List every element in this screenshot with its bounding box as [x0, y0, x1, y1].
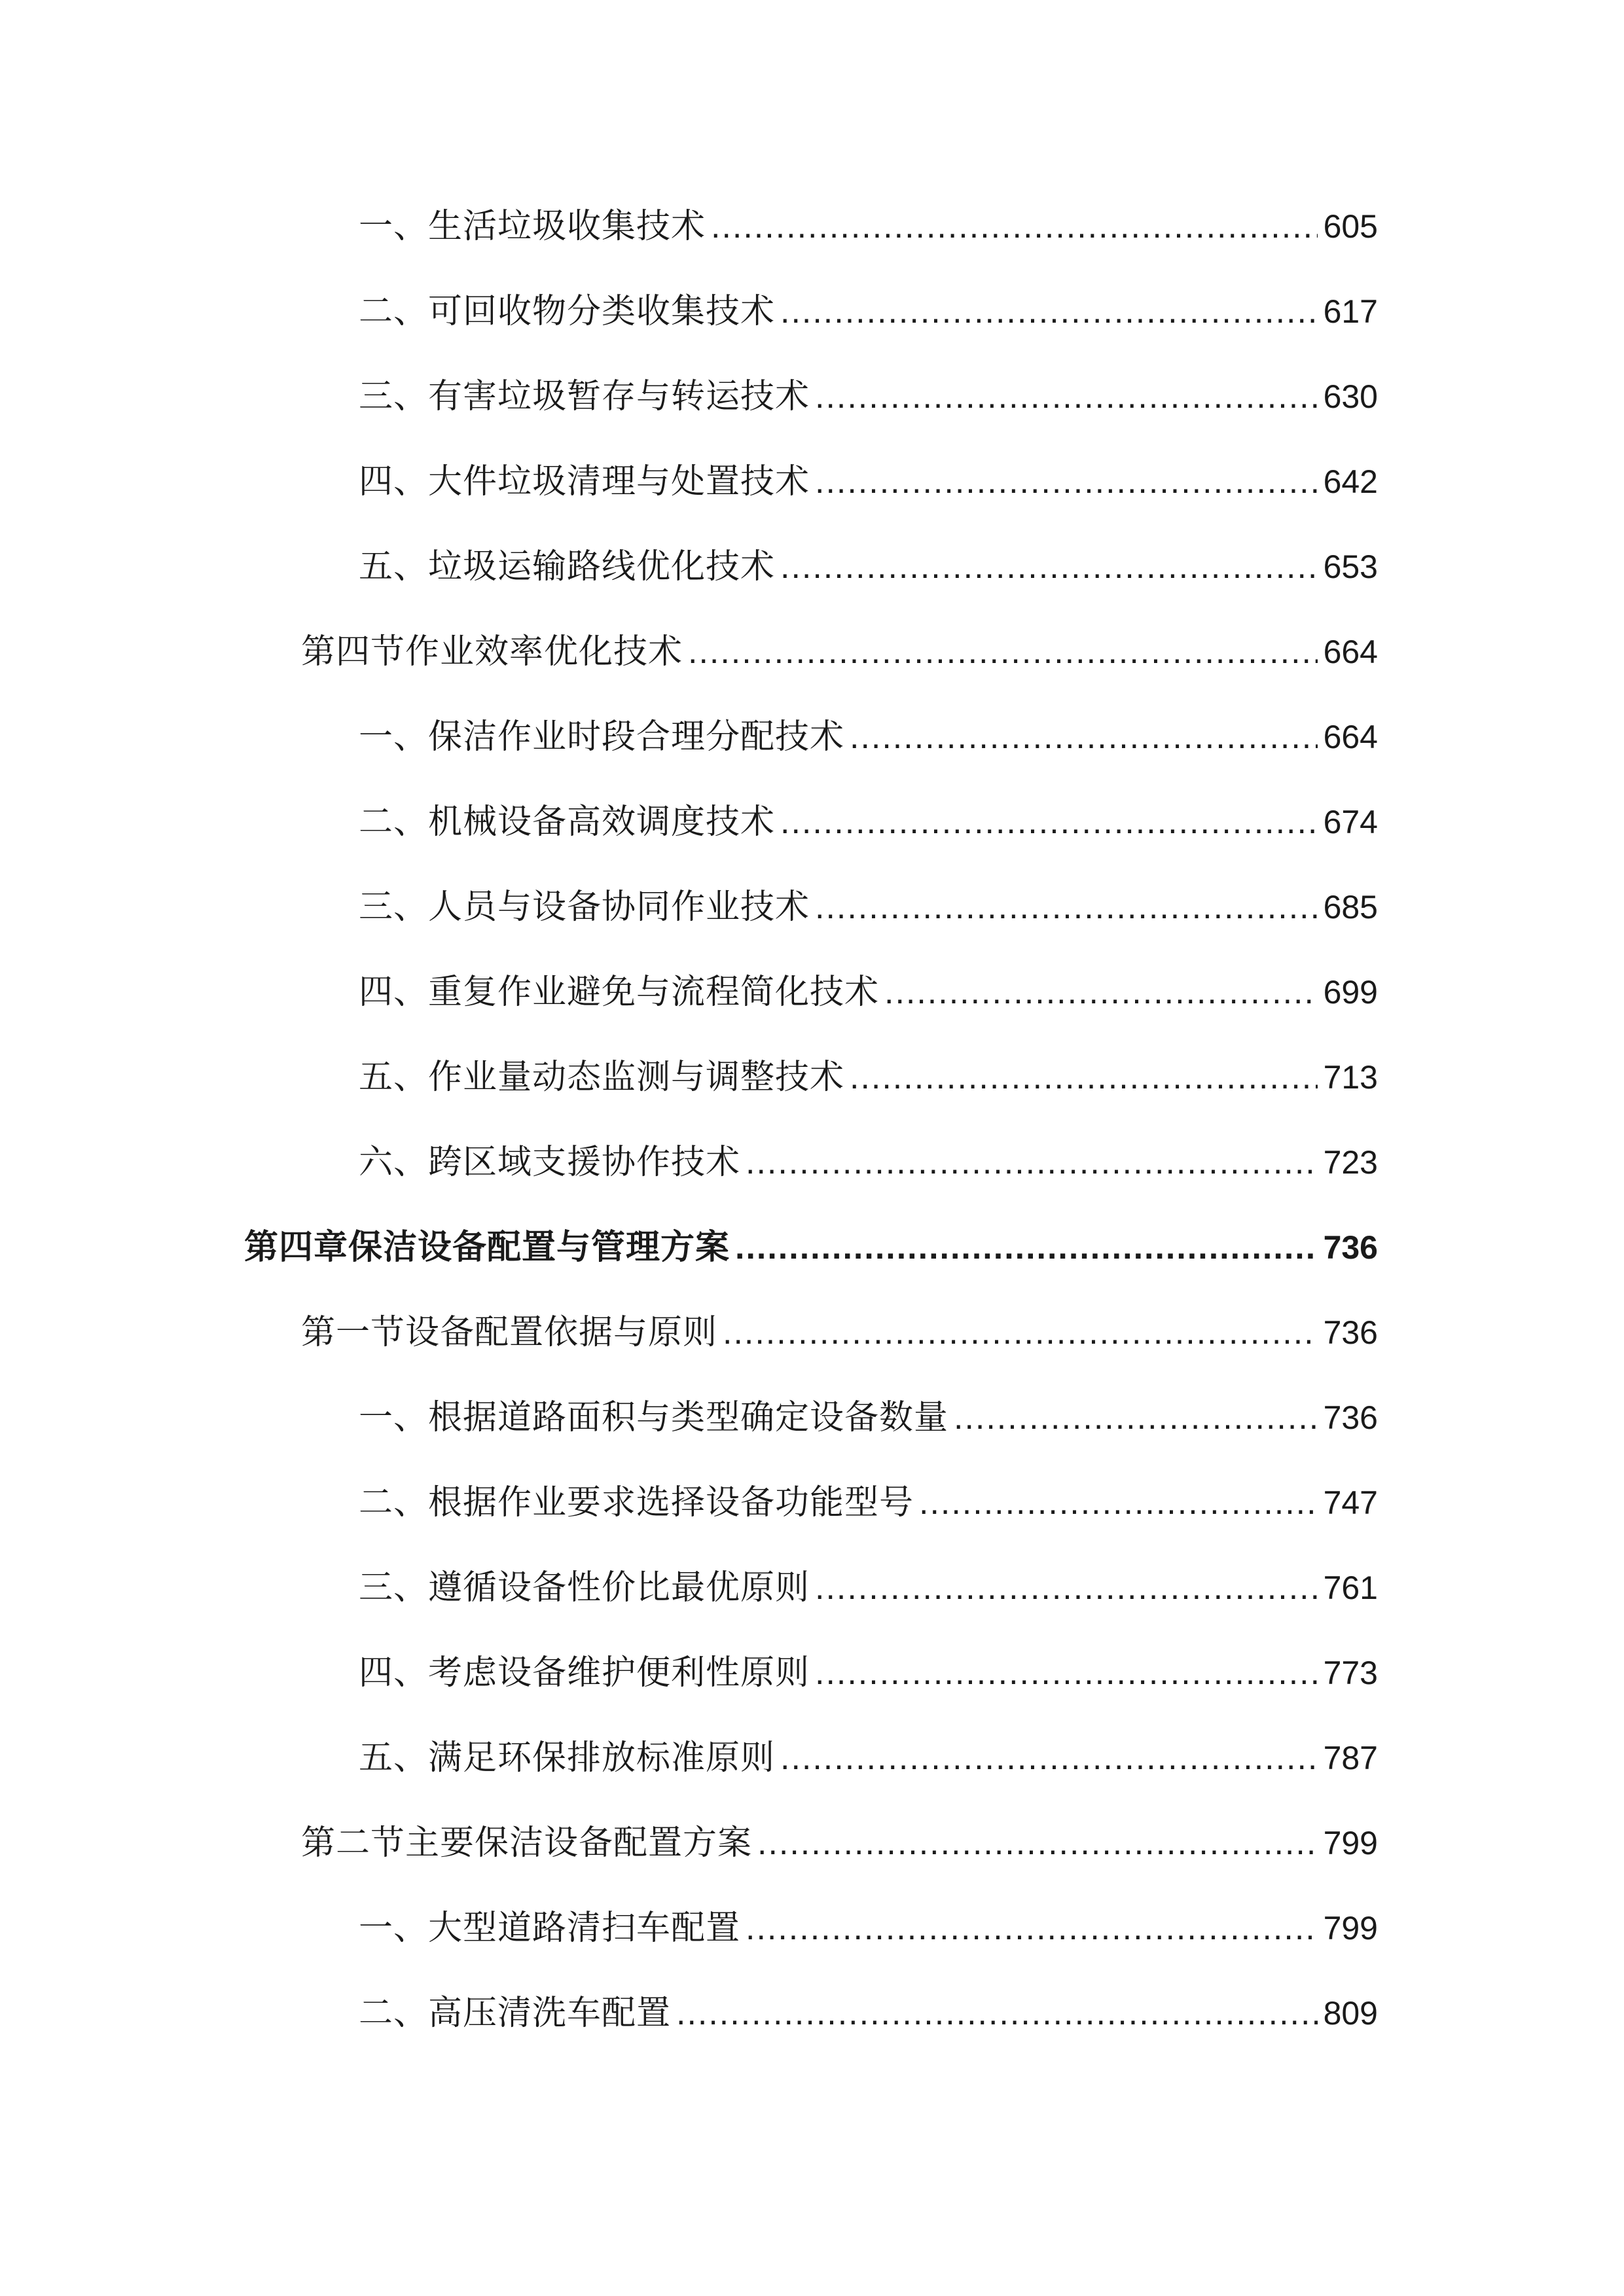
toc-entry-title: 五、垃圾运输路线优化技术 [359, 547, 776, 586]
toc-entry-page: 799 [1323, 1910, 1378, 1946]
toc-leader-dots [780, 534, 1318, 600]
toc-entry[interactable] [359, 1385, 1378, 1450]
toc-entry-page: 736 [1323, 1314, 1378, 1351]
toc-entry-section[interactable] [301, 619, 1378, 685]
toc-entry-page: 787 [1323, 1740, 1378, 1776]
toc-entry-chapter[interactable] [244, 1215, 1378, 1280]
toc-entry[interactable] [359, 1045, 1378, 1110]
toc-entry-title: 一、根据道路面积与类型确定设备数量 [359, 1398, 949, 1437]
toc-leader-dots [711, 194, 1318, 259]
toc-leader-dots [815, 1640, 1318, 1706]
toc-leader-dots [688, 619, 1318, 685]
toc-leader-dots [746, 1895, 1318, 1961]
toc-entry-page: 761 [1323, 1570, 1378, 1606]
toc-entry-title: 二、高压清洗车配置 [359, 1994, 672, 2033]
toc-leader-dots [757, 1810, 1318, 1876]
toc-leader-dots [676, 1981, 1318, 2046]
toc-leader-dots [815, 874, 1318, 940]
toc-entry-title: 五、满足环保排放标准原则 [359, 1738, 776, 1778]
toc-entry[interactable] [359, 1725, 1378, 1791]
toc-leader-dots [919, 1470, 1318, 1535]
toc-leader-dots [815, 449, 1318, 514]
toc-entry[interactable] [359, 874, 1378, 940]
toc-entry[interactable] [359, 960, 1378, 1025]
toc-entry-page: 699 [1323, 974, 1378, 1011]
toc-entry-page: 642 [1323, 463, 1378, 500]
toc-entry[interactable] [359, 789, 1378, 855]
toc-entry-title: 三、有害垃圾暂存与转运技术 [359, 377, 810, 416]
toc-entry-title: 五、作业量动态监测与调整技术 [359, 1058, 845, 1097]
toc-entry-page: 773 [1323, 1655, 1378, 1691]
toc-entry[interactable] [359, 279, 1378, 344]
toc-entry-page: 736 [1323, 1229, 1378, 1266]
toc-entry-title: 六、跨区域支援协作技术 [359, 1143, 741, 1182]
toc-entry-page: 664 [1323, 634, 1378, 670]
toc-entry[interactable] [359, 1640, 1378, 1706]
toc-leader-dots [780, 789, 1318, 855]
toc-entry-page: 809 [1323, 1995, 1378, 2032]
toc-leader-dots [735, 1215, 1318, 1280]
toc-leader-dots [850, 1045, 1318, 1110]
toc-entry-title: 第四章保洁设备配置与管理方案 [244, 1227, 731, 1267]
toc-entry-title: 第二节主要保洁设备配置方案 [301, 1823, 753, 1863]
toc-entry-title: 二、可回收物分类收集技术 [359, 292, 776, 331]
toc-entry-section[interactable] [301, 1300, 1378, 1365]
toc-entry-title: 二、机械设备高效调度技术 [359, 802, 776, 842]
toc-entry[interactable] [359, 1895, 1378, 1961]
toc-entry-page: 674 [1323, 804, 1378, 840]
toc-leader-dots [884, 960, 1318, 1025]
toc-entry-page: 617 [1323, 293, 1378, 330]
toc-entry-page: 653 [1323, 548, 1378, 585]
toc-entry-title: 第四节作业效率优化技术 [301, 632, 683, 672]
toc-entry-title: 一、生活垃圾收集技术 [359, 207, 706, 246]
toc-entry-page: 723 [1323, 1144, 1378, 1181]
toc-entry-title: 二、根据作业要求选择设备功能型号 [359, 1483, 914, 1522]
toc-entry-title: 三、遵循设备性价比最优原则 [359, 1568, 810, 1607]
toc-entry[interactable] [359, 704, 1378, 770]
toc-entry[interactable] [359, 449, 1378, 514]
toc-entry-page: 736 [1323, 1399, 1378, 1436]
toc-leader-dots [815, 1555, 1318, 1621]
toc-leader-dots [815, 364, 1318, 429]
toc-entry-page: 630 [1323, 378, 1378, 415]
toc-entry-title: 四、考虑设备维护便利性原则 [359, 1653, 810, 1693]
toc-leader-dots [746, 1130, 1318, 1195]
toc-leader-dots [780, 279, 1318, 344]
toc-leader-dots [954, 1385, 1318, 1450]
toc-entry[interactable] [359, 364, 1378, 429]
toc-entry-page: 605 [1323, 208, 1378, 245]
toc-entry-page: 713 [1323, 1059, 1378, 1096]
toc-entry-page: 685 [1323, 889, 1378, 925]
toc-entry[interactable] [359, 1130, 1378, 1195]
toc-entry-page: 747 [1323, 1484, 1378, 1521]
toc-entry[interactable] [359, 1470, 1378, 1535]
toc-entry-title: 一、保洁作业时段合理分配技术 [359, 717, 845, 757]
toc-entry-title: 四、大件垃圾清理与处置技术 [359, 462, 810, 501]
toc-entry[interactable] [359, 1555, 1378, 1621]
toc-entry-title: 四、重复作业避免与流程简化技术 [359, 973, 880, 1012]
toc-entry-page: 799 [1323, 1825, 1378, 1861]
toc-entry-section[interactable] [301, 1810, 1378, 1876]
toc-leader-dots [850, 704, 1318, 770]
toc-entry-title: 一、大型道路清扫车配置 [359, 1909, 741, 1948]
toc-entry-title: 第一节设备配置依据与原则 [301, 1313, 718, 1352]
toc-entry-title: 三、人员与设备协同作业技术 [359, 888, 810, 927]
toc-leader-dots [780, 1725, 1318, 1791]
toc-leader-dots [723, 1300, 1318, 1365]
toc-entry[interactable] [359, 194, 1378, 259]
toc-entry-page: 664 [1323, 719, 1378, 755]
toc-entry[interactable] [359, 1981, 1378, 2046]
toc-entry[interactable] [359, 534, 1378, 600]
